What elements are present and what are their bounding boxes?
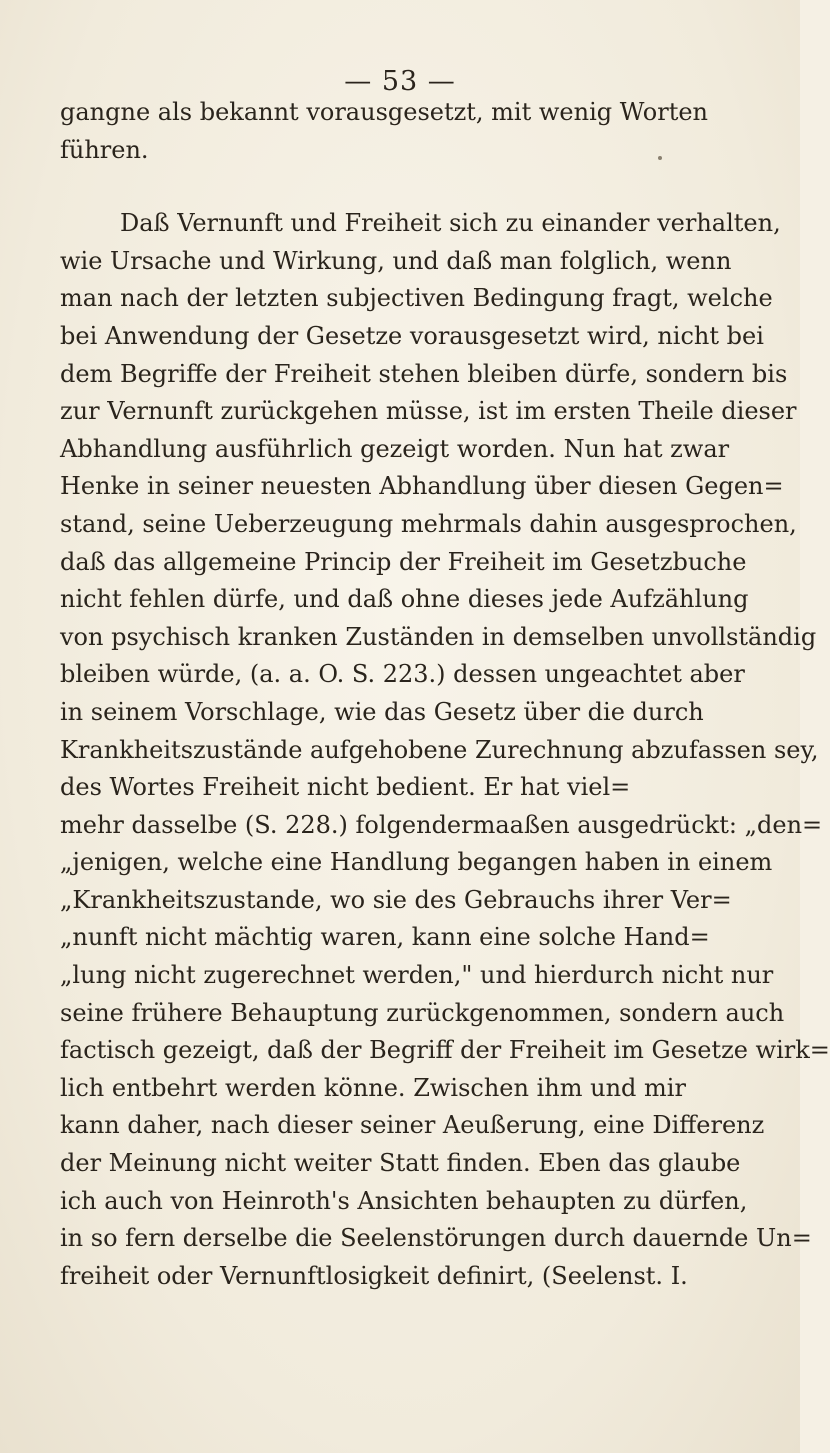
- text-line: ich auch von Heinroth's Ansichten behaupten zu dürfen,: [60, 1186, 748, 1215]
- text-line: wie Ursache und Wirkung, und daß man folglich, wenn: [60, 246, 732, 275]
- text-line: dem Begriffe der Freiheit stehen bleiben dürfe, sondern bis: [60, 359, 788, 388]
- text-line: Henke in seiner neuesten Abhandlung über diesen Gegen=: [60, 472, 784, 501]
- text-line: stand, seine Ueberzeugung mehrmals dahin ausgesprochen,: [60, 509, 797, 538]
- text-line: des Wortes Freiheit nicht bedient. Er hat viel=: [60, 773, 631, 802]
- text-line: man nach der letzten subjectiven Bedingung fragt, welche: [60, 284, 773, 313]
- text-line: mehr dasselbe (S. 228.) folgendermaaßen ausgedrückt: „den=: [60, 810, 823, 839]
- page-number-header: — 53 —: [344, 66, 456, 97]
- text-line: in seinem Vorschlage, wie das Gesetz über die durch: [60, 697, 704, 726]
- text-line: „nunft nicht mächtig waren, kann eine solche Hand=: [60, 923, 710, 952]
- text-line: factisch gezeigt, daß der Begriff der Freiheit im Gesetze wirk=: [60, 1036, 830, 1065]
- text-line: bleiben würde, (a. a. O. S. 223.) dessen ungeachtet aber: [60, 660, 745, 689]
- text-line: der Meinung nicht weiter Statt finden. Eben das glaube: [60, 1149, 741, 1178]
- text-line: „jenigen, welche eine Handlung begangen haben in einem: [60, 848, 773, 877]
- text-line: freiheit oder Vernunftlosigkeit definirt, (Seelenst. I.: [60, 1261, 688, 1290]
- text-line: nicht fehlen dürfe, und daß ohne dieses jede Aufzählung: [60, 585, 749, 614]
- text-line: seine frühere Behauptung zurückgenommen, sondern auch: [60, 998, 785, 1027]
- text-line: lich entbehrt werden könne. Zwischen ihm und mir: [60, 1073, 686, 1102]
- text-line: gangne als bekannt vorausgesetzt, mit wenig Worten: [60, 98, 708, 126]
- text-line: in so fern derselbe die Seelenstörungen durch dauernde Un=: [60, 1224, 812, 1253]
- text-line: zur Vernunft zurückgehen müsse, ist im ersten Theile dieser: [60, 397, 797, 426]
- text-line: Daß Vernunft und Freiheit sich zu einander verhalten,: [120, 209, 781, 238]
- text-line: „Krankheitszustande, wo sie des Gebrauchs ihrer Ver=: [60, 885, 732, 914]
- text-line: führen.: [60, 135, 149, 164]
- body-text: [60, 94, 830, 1295]
- text-line: „lung nicht zugerechnet werden," und hierdurch nicht nur: [60, 961, 774, 990]
- text-line: kann daher, nach dieser seiner Aeußerung, eine Differenz: [60, 1111, 765, 1140]
- text-line: von psychisch kranken Zuständen in demselben unvollständig: [60, 622, 817, 651]
- text-line: Krankheitszustände aufgehobene Zurechnung abzufassen sey,: [60, 735, 819, 764]
- text-line: Abhandlung ausführlich gezeigt worden. Nun hat zwar: [60, 434, 730, 463]
- paragraph-gap: [60, 169, 740, 205]
- text-line: bei Anwendung der Gesetze vorausgesetzt wird, nicht bei: [60, 321, 764, 350]
- text-line: daß das allgemeine Princip der Freiheit im Gesetzbuche: [60, 547, 747, 576]
